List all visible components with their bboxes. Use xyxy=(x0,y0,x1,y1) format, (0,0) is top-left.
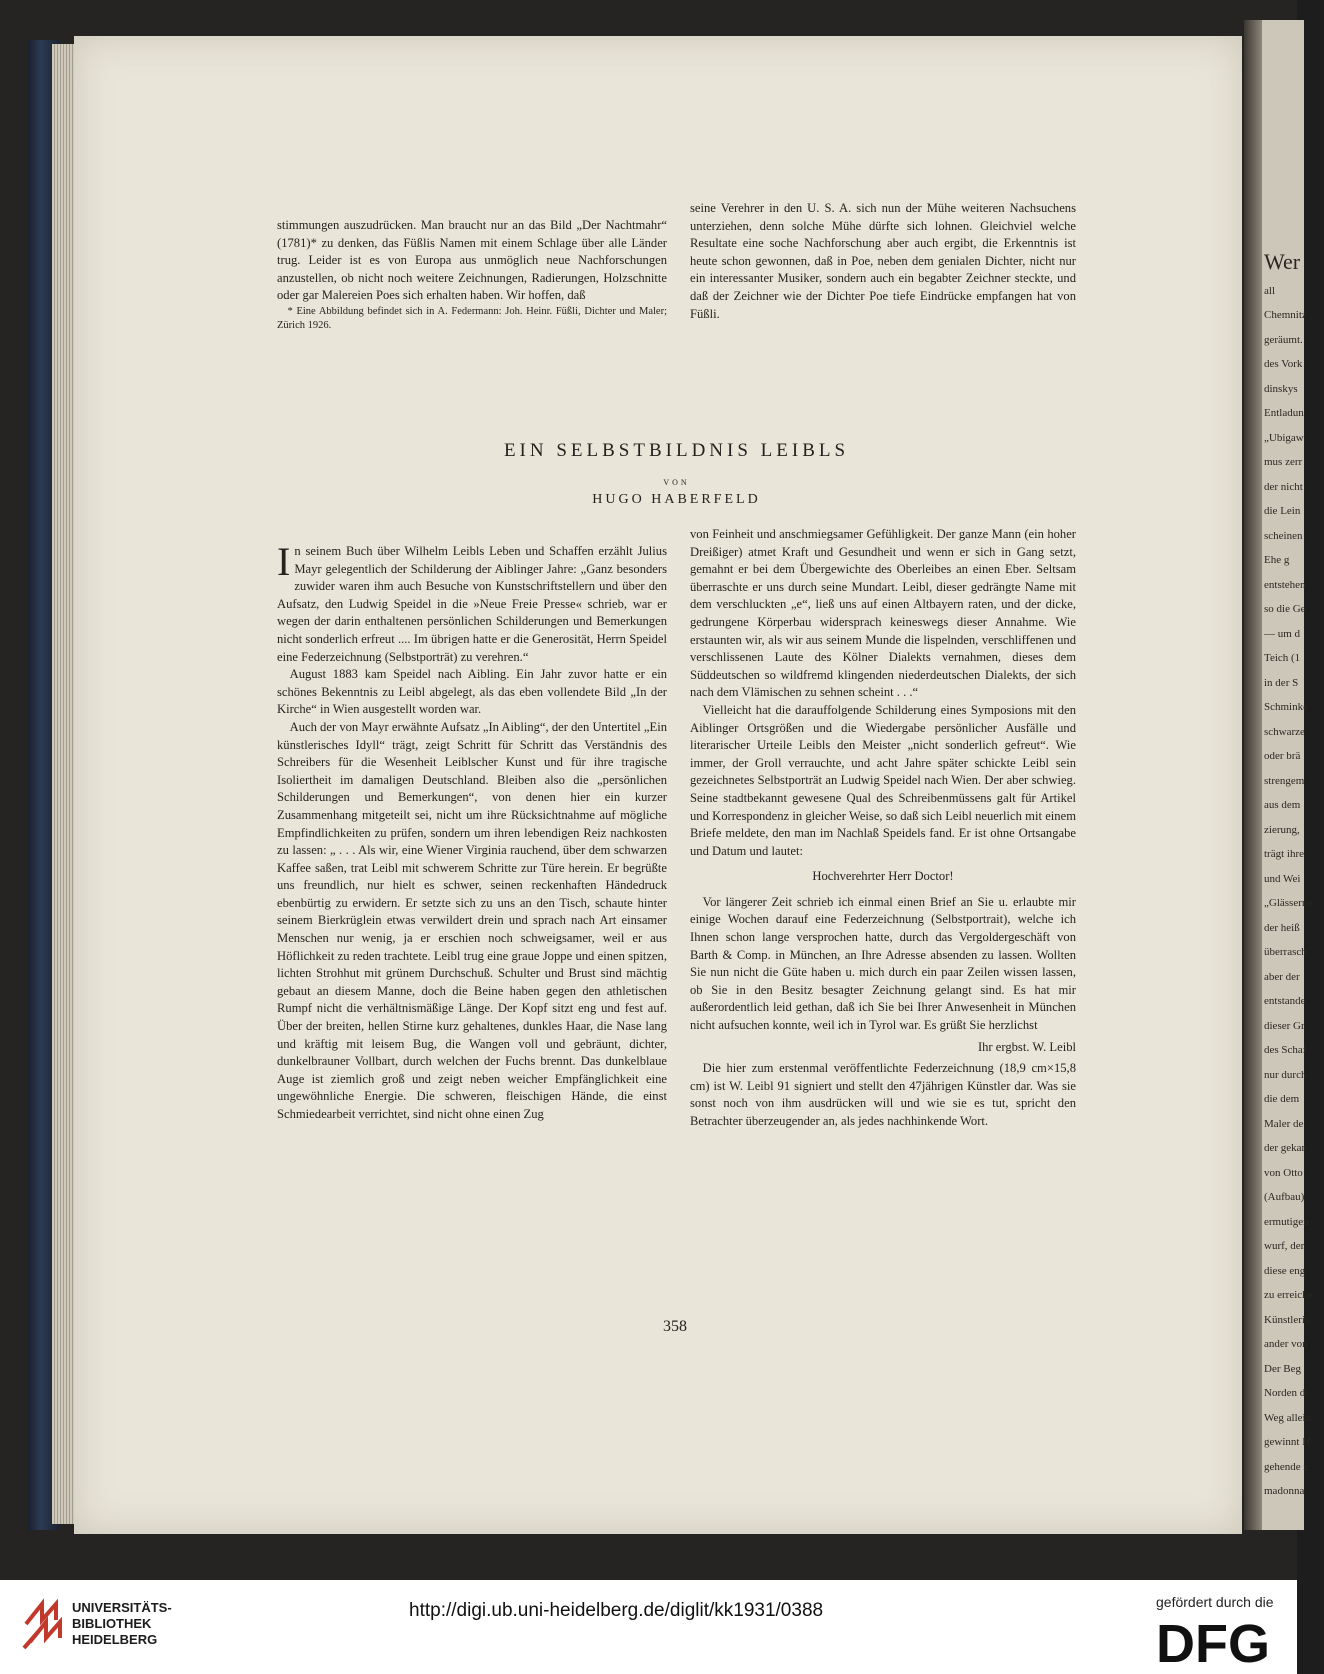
paragraph: Auch der von Mayr erwähnte Aufsatz „In Aibling“, der den Untertitel „Ein künstlerisches Idyll“ trägt, zeigt Schritt für Schritt das Verständnis des Schreibers für die Wesenheit Leiblscher Kunst und für ihre tragische Isoliertheit im damaligen Deutschland. Bleiben also die „persönlichen Schilderungen und Bemerkungen“, von denen hier ein kurzer Zusammenhang mitgeteilt sei, nicht um ihre Rücksichtnahme auf mögliche Empfindlichkeiten zu prüfen, sondern um ihren lebendigen Reiz nachkosten zu lassen: „ . . . Als wir, eine Wiener Virginia rauchend, über dem schwarzen Kaffee saßen, trat Leibl mit schwerem Schritte zur Türe herein. Er begrüßte uns freundlich, nur hielt es schwer, seinen reckenhaften Händedruck ebenbürtig zu erwidern. Er setzte sich zu uns an den Tisch, schaute hinter seinem Bierkrüglein etwas verwildert drein und sprach nach Art einsamer Menschen nur wenig, ja er erschien noch schweigsamer, weil er aus Höflichkeit zu reden trachtete. Leibl trug eine graue Joppe und einen spitzen, lichten Strohhut mit grünem Durchschuß. Schulter und Brust sind mächtig gebaut an diesem Manne, doch die Beine haben gegen den athletischen Rumpf nicht die verhältnismäßige Länge. Der Kopf sitzt eng und fest auf. Über der breiten, hellen Stirne kurz gehaltenes, dunkles Haar, die Nase lang und kräftig mit leisem Bug, die Wangen voll und gebräunt, dichter, dunkelbrauner Vollbart, durch welchen der Fuchs brennt. Das dunkelblaue Auge ist ziemlich groß und zeigt neben weicher Empfänglichkeit eine ungewöhnliche Energie. Die schweren, fleischigen Hände, die einst Schmiedearbeit verrichtet, sind nicht ohne einen Zug xyxy=(277,719,667,1121)
closing-paragraph: Die hier zum erstenmal veröffentlichte Federzeichnung (18,9 cm×15,8 cm) ist W. Leibl 91 signiert und stellt den 47jährigen Künstler dar. Was sie sonst noch von ihm ausdrücken will und wie sie es tut, spricht den Betrachter überzeugender an, als jedes nachhinkende Wort. xyxy=(690,1061,1076,1128)
paragraph: seine Verehrer in den U. S. A. sich nun der Mühe weiteren Nachsuchens unterziehen, denn solche Mühe dürfte sich lohnen. Gleichviel welche Resultate eine soche Nachforschung aber auch ergibt, die Erkenntnis ist heute schon gewonnen, daß in Poe, neben dem genialen Dichter, nicht nur ein interessanter Musiker, sondern auch ein begabter Zeichner steckte, und daß der Zeichner wie der Dichter Poe tiefe Eindrücke empfangen hat von Füßli. xyxy=(690,201,1076,321)
next-page-fragment: Schminke xyxy=(1264,701,1308,713)
next-page-fragment: diese eng xyxy=(1264,1264,1306,1277)
university-name-line: BIBLIOTHEK xyxy=(72,1616,152,1631)
next-page-fragment: ander von xyxy=(1264,1338,1308,1350)
next-page-fragment: geräumt. xyxy=(1264,333,1303,346)
next-page-fragment: die dem xyxy=(1264,1093,1300,1105)
next-page-fragment: ermutigen xyxy=(1264,1215,1309,1228)
page-number: 358 xyxy=(663,1318,687,1335)
next-page-fragment: gehende z xyxy=(1264,1460,1309,1473)
next-page-fragment: (Aufbau) xyxy=(1264,1191,1305,1203)
next-page-fragment: von Otto xyxy=(1264,1166,1303,1179)
next-page-fragment: des Schaf xyxy=(1264,1044,1307,1056)
university-name-line: UNIVERSITÄTS- xyxy=(72,1600,172,1615)
next-page-fragment: all xyxy=(1264,284,1275,297)
next-page-fragment: des Vork xyxy=(1264,358,1303,370)
next-page-fragment: Entladun xyxy=(1264,407,1304,419)
next-page-fragment: schwarze xyxy=(1264,725,1305,738)
next-page-fragment: die Lein xyxy=(1264,505,1301,517)
next-page-fragment: wurf, der xyxy=(1264,1240,1305,1252)
paragraph: Vielleicht hat die darauffolgende Schilderung eines Symposions mit den Aiblinger Ortsgrößen und die Wiedergabe persönlicher Ausfälle und literarischer Urteile Leibls den Meister „nicht sonderlich gefreut“. Wie immer, der Groll verrauchte, und acht Jahre später schickte Leibl sein gezeichnetes Selbstporträt an Ludwig Speidel nach Wien. Der aber schwieg. Seine stadtbekannt gewesene Qual des Schreibenmüssens galt für Artikel und Korrespondenz in gleicher Weise, so daß sich Leibl neuerlich mit einem Briefe meldete, den man im Nachlaß Speidels fand. Er ist ohne Ortsangabe und Datum und lautet: xyxy=(690,702,1076,858)
next-page-fragment: scheinen xyxy=(1264,529,1303,542)
next-page-fragment: — um d xyxy=(1264,627,1301,640)
next-page-fragment: strengem xyxy=(1264,774,1305,787)
column-main-right xyxy=(690,526,1076,1131)
letter-signature: Ihr ergbst. W. Leibl xyxy=(977,1039,1076,1054)
next-page-fragment: Wer xyxy=(1264,249,1301,274)
footnote: * Eine Abbildung befindet sich in A. Federmann: Joh. Heinr. Füßli, Dichter und Maler; Zürich 1926. xyxy=(277,305,667,331)
next-page-fragment: dieser Gr xyxy=(1264,1019,1305,1032)
next-page-fragment: Weg allein xyxy=(1264,1411,1312,1424)
university-name-line: HEIDELBERG xyxy=(72,1632,158,1647)
next-page-gutter xyxy=(1244,20,1262,1530)
next-page-fragment: madonna xyxy=(1264,1485,1305,1497)
next-page-fragment: Maler de xyxy=(1264,1117,1304,1130)
next-page-fragment: so die Ge xyxy=(1264,603,1306,615)
article-author: HUGO HABERFELD xyxy=(592,492,761,507)
next-page-fragment: dinskys xyxy=(1264,382,1298,395)
dfg-logo-text: DFG xyxy=(1156,1614,1270,1674)
article-title: EIN SELBSTBILDNIS LEIBLS xyxy=(503,440,850,461)
next-page-fragment: Künstleris xyxy=(1264,1313,1310,1326)
letter-body: Vor längerer Zeit schrieb ich einmal einen Brief an Sie u. erlaubte mir einige Wochen darauf eine Federzeichnung (Selbstportrait), welche ich Ihnen schon lange versprochen hatte, durch das Vergoldergeschäft von Barth & Comp. in München, an Ihre Adresse absenden zu lassen. Wollten Sie nun nicht die Güte haben u. mich durch ein paar Zeilen wissen lassen, ob Sie in den Besitz besagter Zeichnung gelangt sind. Es hat mir außerordentlich leid gethan, daß ich Sie bei Ihrer Anwesenheit in München nicht aufsuchen konnte, weil ich in Tyrol war. Es grüßt Sie herzlichst xyxy=(690,894,1076,1033)
next-page-fragment: der gekan xyxy=(1264,1142,1308,1154)
next-page-fragment: der nicht xyxy=(1264,480,1303,493)
next-page-fragment: „Glässerne xyxy=(1264,897,1313,909)
paragraph: stimmungen auszudrücken. Man braucht nur an das Bild „Der Nachtmahr“ (1781)* zu denken, das Füßlis Namen mit einem Schlage über alle Länder trug. Leider ist es von Europa aus unmöglich neue Nachforschungen anzustellen, ob nicht noch weitere Zeichnungen, Radierungen, Holzschnitte oder gar Malereien Poes sich erhalten haben. Wir hoffen, daß xyxy=(277,218,667,303)
next-page-fragment: gewinnt H xyxy=(1264,1436,1311,1448)
next-page-fragment: „Ubigaw xyxy=(1264,431,1304,444)
next-page-fragment: aber der xyxy=(1264,970,1300,983)
next-page-fragment: Norden di xyxy=(1264,1387,1309,1399)
next-page-fragment: zierung, xyxy=(1264,823,1300,836)
viewer-footer xyxy=(0,1580,1297,1674)
column-main-left xyxy=(277,539,667,1124)
next-page-fragment: in der S xyxy=(1264,676,1299,689)
next-page-edge xyxy=(1244,20,1313,1530)
next-page-fragment: Ehe g xyxy=(1264,554,1290,566)
permalink-url[interactable]: http://digi.ub.uni-heidelberg.de/diglit/kk1931/0388 xyxy=(409,1600,824,1621)
next-page-fragment: aus dem xyxy=(1264,799,1301,811)
paragraph: August 1883 kam Speidel nach Aibling. Ein Jahr zuvor hatte er ein schönes Bekenntnis zu Leibl abgelegt, als das eben vollendete Bild „In der Kirche“ in Wien ausgestellt worden war. xyxy=(277,667,667,717)
next-page-fragment: zu erreiche xyxy=(1264,1289,1313,1301)
next-page-fragment: Teich (1 xyxy=(1264,652,1301,664)
column-top-right xyxy=(690,200,1076,323)
paragraph-text: n seinem Buch über Wilhelm Leibls Leben und Schaffen erzählt Julius Mayr gelegentlich der Schilderung der Aiblinger Jahre: „Ganz besonders zuwider waren ihm auch Besuche von Kunstschriftstellern und über den Aufsatz, den Ludwig Speidel in die »Neue Freie Presse« schrieb, war er wegen der darin enthaltenen persönlichen Schilderungen und Bemerkungen nicht sonderlich erfreut .... Im übrigen hatte er die Generosität, Herrn Speidel eine Federzeichnung (Selbstporträt) zu verehren.“ xyxy=(277,544,667,664)
next-page-fragment: und Wei xyxy=(1264,872,1301,885)
paragraph xyxy=(277,539,667,666)
university-name[interactable] xyxy=(72,1600,172,1648)
next-page-fragment: der heiß xyxy=(1264,921,1300,934)
next-page-fragment: Der Beg xyxy=(1264,1362,1301,1375)
column-top-left xyxy=(277,217,667,333)
paragraph: von Feinheit und anschmiegsamer Gefühligkeit. Der ganze Mann (ein hoher Dreißiger) atmet Kraft und Gesundheit und wenn er sich in Gang setzt, gemahnt er bei dem Übergewichte des Oberleibes an einen Eber. Seltsam überraschte er uns durch seine Mundart. Leibl, dieser gedrängte Name mit dem verschluckten „e“, ließ uns auf einen Altbayern raten, und der dicke, gedrungene Körperbau widersprach keineswegs dieser Annahme. Wie erstaunten wir, als wir aus seinem Munde die lispelnden, verschliffenen und verschlissenen Laute des Kölner Dialekts vernahmen, dieses dem Süddeutschen so wildfremd klingenden niederdeutschen Dialekts, der sich nach dem Vlämischen zu sehnen scheint . . .“ xyxy=(690,527,1076,700)
next-page-fragment: oder brä xyxy=(1264,750,1301,762)
next-page-fragment: Chemnitz xyxy=(1264,309,1307,321)
next-page-fragment: trägt ihre xyxy=(1264,848,1305,860)
drop-cap: I xyxy=(277,539,291,584)
next-page-fragment: überrasch xyxy=(1264,946,1307,958)
next-page-fragment: mus zerr xyxy=(1264,456,1303,468)
dfg-logo[interactable] xyxy=(1156,1614,1281,1674)
next-page-fragment: nur durch xyxy=(1264,1068,1307,1081)
university-logo-icon[interactable] xyxy=(20,1596,70,1654)
next-page-fragment: entstehen xyxy=(1264,578,1306,591)
funding-note: gefördert durch die xyxy=(1156,1594,1274,1610)
letter-salutation: Hochverehrter Herr Doctor! xyxy=(812,869,954,884)
next-page-fragment: entstande xyxy=(1264,995,1306,1007)
byline-von: VON xyxy=(663,478,690,487)
